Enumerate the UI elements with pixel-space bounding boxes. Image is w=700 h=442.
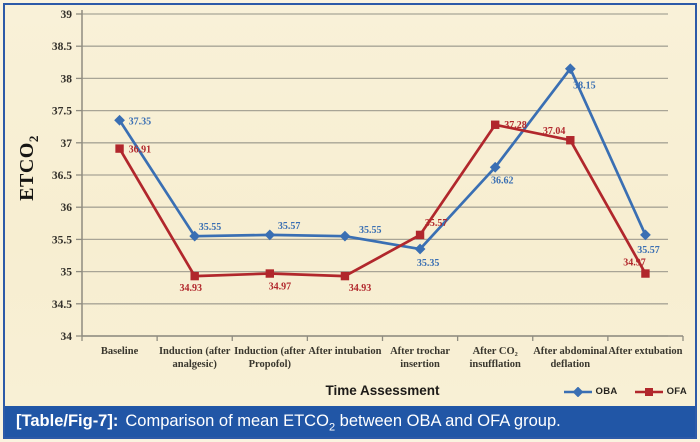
svg-text:34.5: 34.5 bbox=[51, 298, 72, 311]
svg-text:37.35: 37.35 bbox=[128, 116, 152, 128]
svg-text:After extubation: After extubation bbox=[608, 346, 683, 357]
x-axis-title: Time Assessment bbox=[325, 383, 440, 398]
svg-text:35.57: 35.57 bbox=[277, 220, 301, 232]
svg-text:Induction (after: Induction (after bbox=[234, 346, 306, 357]
svg-text:37.5: 37.5 bbox=[51, 105, 72, 118]
svg-text:analgesic): analgesic) bbox=[172, 359, 217, 370]
figure-caption bbox=[5, 406, 695, 437]
svg-text:34.93: 34.93 bbox=[348, 283, 372, 295]
svg-text:35.57: 35.57 bbox=[424, 217, 448, 229]
svg-text:39: 39 bbox=[60, 9, 72, 21]
y-axis-title bbox=[16, 98, 42, 238]
svg-text:34.93: 34.93 bbox=[179, 283, 202, 295]
svg-text:35.55: 35.55 bbox=[198, 222, 222, 234]
svg-text:Induction (after: Induction (after bbox=[158, 346, 231, 357]
svg-text:38: 38 bbox=[60, 73, 72, 86]
svg-text:38.15: 38.15 bbox=[573, 80, 596, 92]
svg-text:34.97: 34.97 bbox=[623, 257, 646, 269]
oba-line-marker-icon bbox=[563, 387, 593, 397]
svg-text:35: 35 bbox=[60, 266, 72, 279]
legend-label-oba: OBA bbox=[595, 386, 618, 397]
legend-label-ofa: OFA bbox=[666, 386, 687, 397]
svg-text:insufflation: insufflation bbox=[469, 359, 521, 370]
svg-text:37.28: 37.28 bbox=[504, 119, 527, 131]
line-chart bbox=[5, 5, 695, 405]
svg-text:35.35: 35.35 bbox=[416, 258, 440, 270]
svg-text:After intubation: After intubation bbox=[308, 346, 382, 357]
svg-text:37: 37 bbox=[60, 137, 72, 150]
svg-text:35.55: 35.55 bbox=[358, 225, 382, 237]
svg-text:Baseline: Baseline bbox=[100, 346, 139, 357]
chart-legend bbox=[563, 386, 687, 397]
svg-text:36: 36 bbox=[60, 202, 72, 215]
svg-text:35.5: 35.5 bbox=[51, 234, 72, 247]
y-axis-title-text: ETCO bbox=[16, 142, 38, 201]
svg-text:insertion: insertion bbox=[400, 359, 440, 370]
svg-text:37.04: 37.04 bbox=[542, 126, 566, 138]
ofa-line-marker-icon bbox=[634, 387, 664, 397]
svg-text:deflation: deflation bbox=[550, 359, 591, 370]
svg-text:36.5: 36.5 bbox=[51, 170, 72, 182]
svg-text:After CO₂: After CO₂ bbox=[472, 346, 518, 357]
y-axis-title-subscript: 2 bbox=[26, 135, 41, 143]
svg-text:34: 34 bbox=[60, 331, 72, 343]
svg-text:36.91: 36.91 bbox=[128, 144, 152, 156]
legend-item-ofa bbox=[634, 386, 687, 397]
svg-text:Propofol): Propofol) bbox=[248, 359, 292, 370]
caption-text: Comparison of mean $ETCO_2$ between OBA and OFA group. bbox=[125, 412, 561, 434]
chart-area bbox=[5, 5, 695, 405]
chart-frame bbox=[3, 3, 697, 439]
caption-tag: [Table/Fig-7]: bbox=[16, 412, 119, 430]
svg-text:35.57: 35.57 bbox=[637, 244, 660, 256]
legend-item-oba bbox=[563, 386, 618, 397]
svg-text:34.97: 34.97 bbox=[268, 281, 292, 293]
svg-text:After abdominal: After abdominal bbox=[533, 346, 608, 357]
svg-text:36.62: 36.62 bbox=[490, 175, 514, 187]
svg-text:38.5: 38.5 bbox=[51, 41, 72, 54]
svg-text:After trochar: After trochar bbox=[390, 346, 451, 357]
